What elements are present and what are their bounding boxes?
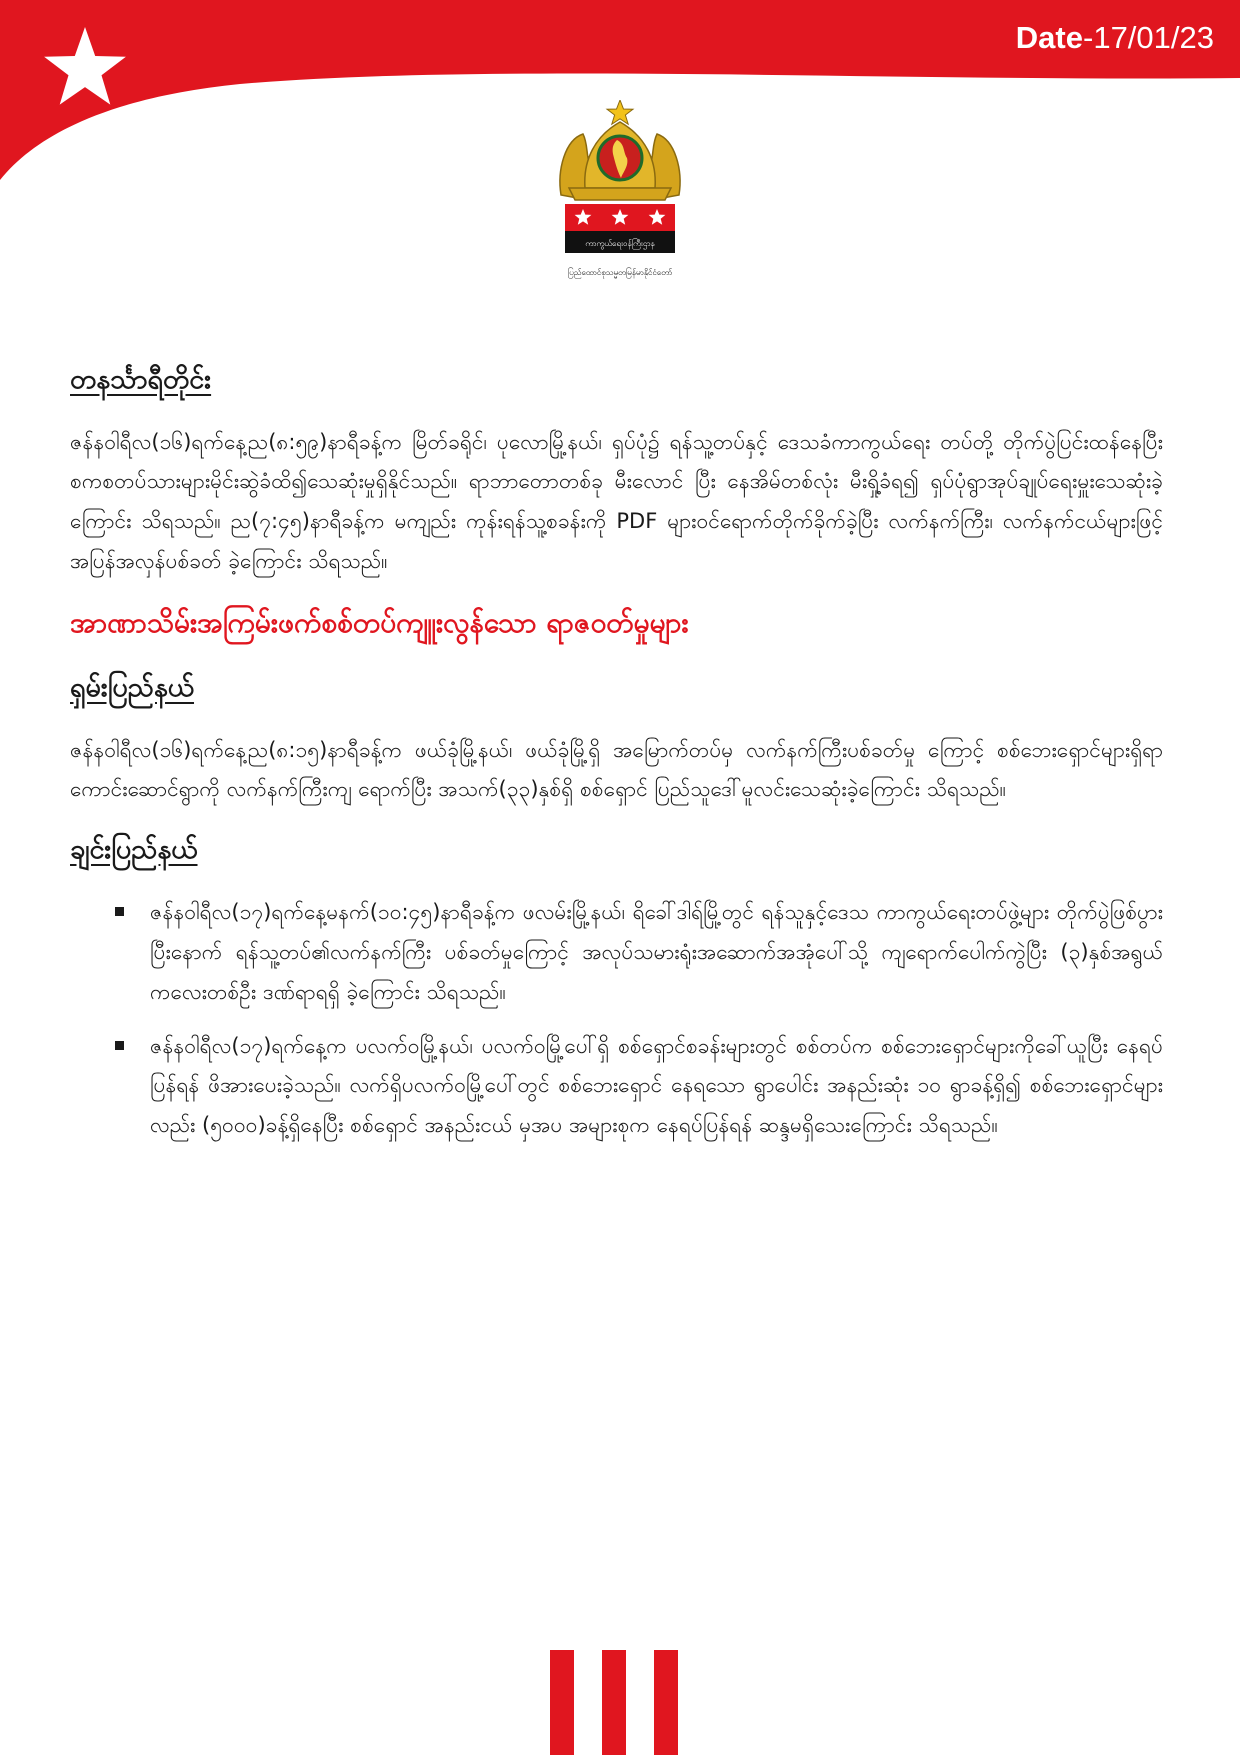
footer-bar [654, 1650, 678, 1755]
three-bars-icon [550, 1650, 678, 1755]
list-item-text: ဇန်နဝါရီလ(၁၇)ရက်နေ့က ပလက်ဝမြို့နယ်၊ ပလက်ဝမြို့ပေါ်ရှိ စစ်ရှောင်စခန်းများတွင် စစ်တပ်က စစ်ဘေးရှောင်များကိုခေါ်ယူပြီး နေရပ်ပြန်ရန် ဖိအားပေးခဲ့သည်။ လက်ရှိပလက်ဝမြို့ပေါ်တွင် စစ်ဘေးရှောင် နေရသော ရွာပေါင်း အနည်းဆုံး ၁၀ ရွာခန့်ရှိ၍ စစ်ဘေးရှောင်များလည်း (၅၀၀၀)ခန့်ရှိနေပြီး စစ်ရှောင် အနည်းငယ် မှအပ အများစုက နေရပ်ပြန်ရန် ဆန္ဒမရှိသေးကြောင်း သိရသည်။ [150, 1033, 1163, 1138]
list-item-text: ဇန်နဝါရီလ(၁၇)ရက်နေ့မနက်(၁၀:၄၅)နာရီခန့်က ဖလမ်းမြို့နယ်၊ ရိခေါ်ဒါရ်မြို့တွင် ရန်သူနှင့်ဒေသ ကာကွယ်ရေးတပ်ဖွဲ့များ တိုက်ပွဲဖြစ်ပွားပြီးနောက် ရန်သူ့တပ်၏လက်နက်ကြီး ပစ်ခတ်မှုကြောင့် အလုပ်သမားရုံးအဆောက်အအုံပေါ်သို့ ကျရောက်ပေါက်ကွဲပြီး (၃)နှစ်အရွယ်ကလေးတစ်ဦး ဒဏ်ရာရရှိ ခဲ့ကြောင်း သိရသည်။ [150, 899, 1163, 1004]
bullet-square-icon [115, 1041, 124, 1050]
date-stamp [1016, 20, 1214, 56]
footer-bar [602, 1650, 626, 1755]
list-item [70, 1027, 1163, 1147]
crimes-heading: အာဏာသိမ်းအကြမ်းဖက်စစ်တပ်ကျူးလွန်သော ရာဇဝတ်မှုများ [70, 606, 689, 640]
section-heading-tanintharyi: တနင်္သာရီတိုင်း [70, 364, 212, 395]
section-paragraph-shan: ဇန်နဝါရီလ(၁၆)ရက်နေ့ည(၈:၁၅)နာရီခန့်က ဖယ်ခုံမြို့နယ်၊ ဖယ်ခုံမြို့ရှိ အမြောက်တပ်မှ လက်နက်ကြီးပစ်ခတ်မှု ကြောင့် စစ်ဘေးရှောင်များရှိရာ ကောင်းဆောင်ရွာကို လက်နက်ကြီးကျ ရောက်ပြီး အသက်(၃၃)နှစ်ရှိ စစ်ရှောင် ပြည်သူဒေါ်မူလင်းသေဆုံးခဲ့ကြောင်း သိရသည်။ [70, 737, 1163, 802]
date-value: -17/01/23 [1083, 20, 1214, 55]
section-paragraph-tanintharyi: ဇန်နဝါရီလ(၁၆)ရက်နေ့ည(၈:၅၉)နာရီခန့်က မြိတ်ခရိုင်၊ ပုလောမြို့နယ်၊ ရှပ်ပုံ၌ ရန်သူ့တပ်နှင့် ဒေသခံကာကွယ်ရေး တပ်တို့ တိုက်ပွဲပြင်းထန်နေပြီး စကစတပ်သားများမိုင်းဆွဲခံထိ၍သေဆုံးမှုရှိနိုင်သည်။ ရာဘာတောတစ်ခု မီးလောင် ပြီး နေအိမ်တစ်လုံး မီးရှို့ခံရ၍ ရှပ်ပုံရွာအုပ်ချုပ်ရေးမှူးသေဆုံးခဲ့ကြောင်း သိရသည်။ ည(၇:၄၅)နာရီခန့်က မကျည်း ကုန်းရန်သူ့စခန်းကို PDF များဝင်ရောက်တိုက်ခိုက်ခဲ့ပြီး လက်နက်ကြီး၊ လက်နက်ငယ်များဖြင့် အပြန်အလှန်ပစ်ခတ် ခဲ့ကြောင်း သိရသည်။ [70, 429, 1163, 574]
chin-bullet-list [70, 893, 1163, 1146]
emblem-banner-text: ကာကွယ်ရေးဝန်ကြီးဌာန [585, 239, 655, 248]
date-label: Date [1015, 20, 1083, 55]
footer-bar [550, 1650, 574, 1755]
report-body [70, 360, 1163, 1160]
state-emblem-icon [555, 100, 685, 285]
emblem-caption: ပြည်ထောင်စုသမ္မတမြန်မာနိုင်ငံတော် [567, 268, 673, 277]
section-heading-chin: ချင်းပြည်နယ် [70, 834, 198, 866]
bullet-square-icon [115, 907, 124, 916]
list-item [70, 893, 1163, 1013]
section-heading-shan: ရှမ်းပြည်နယ် [70, 672, 195, 704]
